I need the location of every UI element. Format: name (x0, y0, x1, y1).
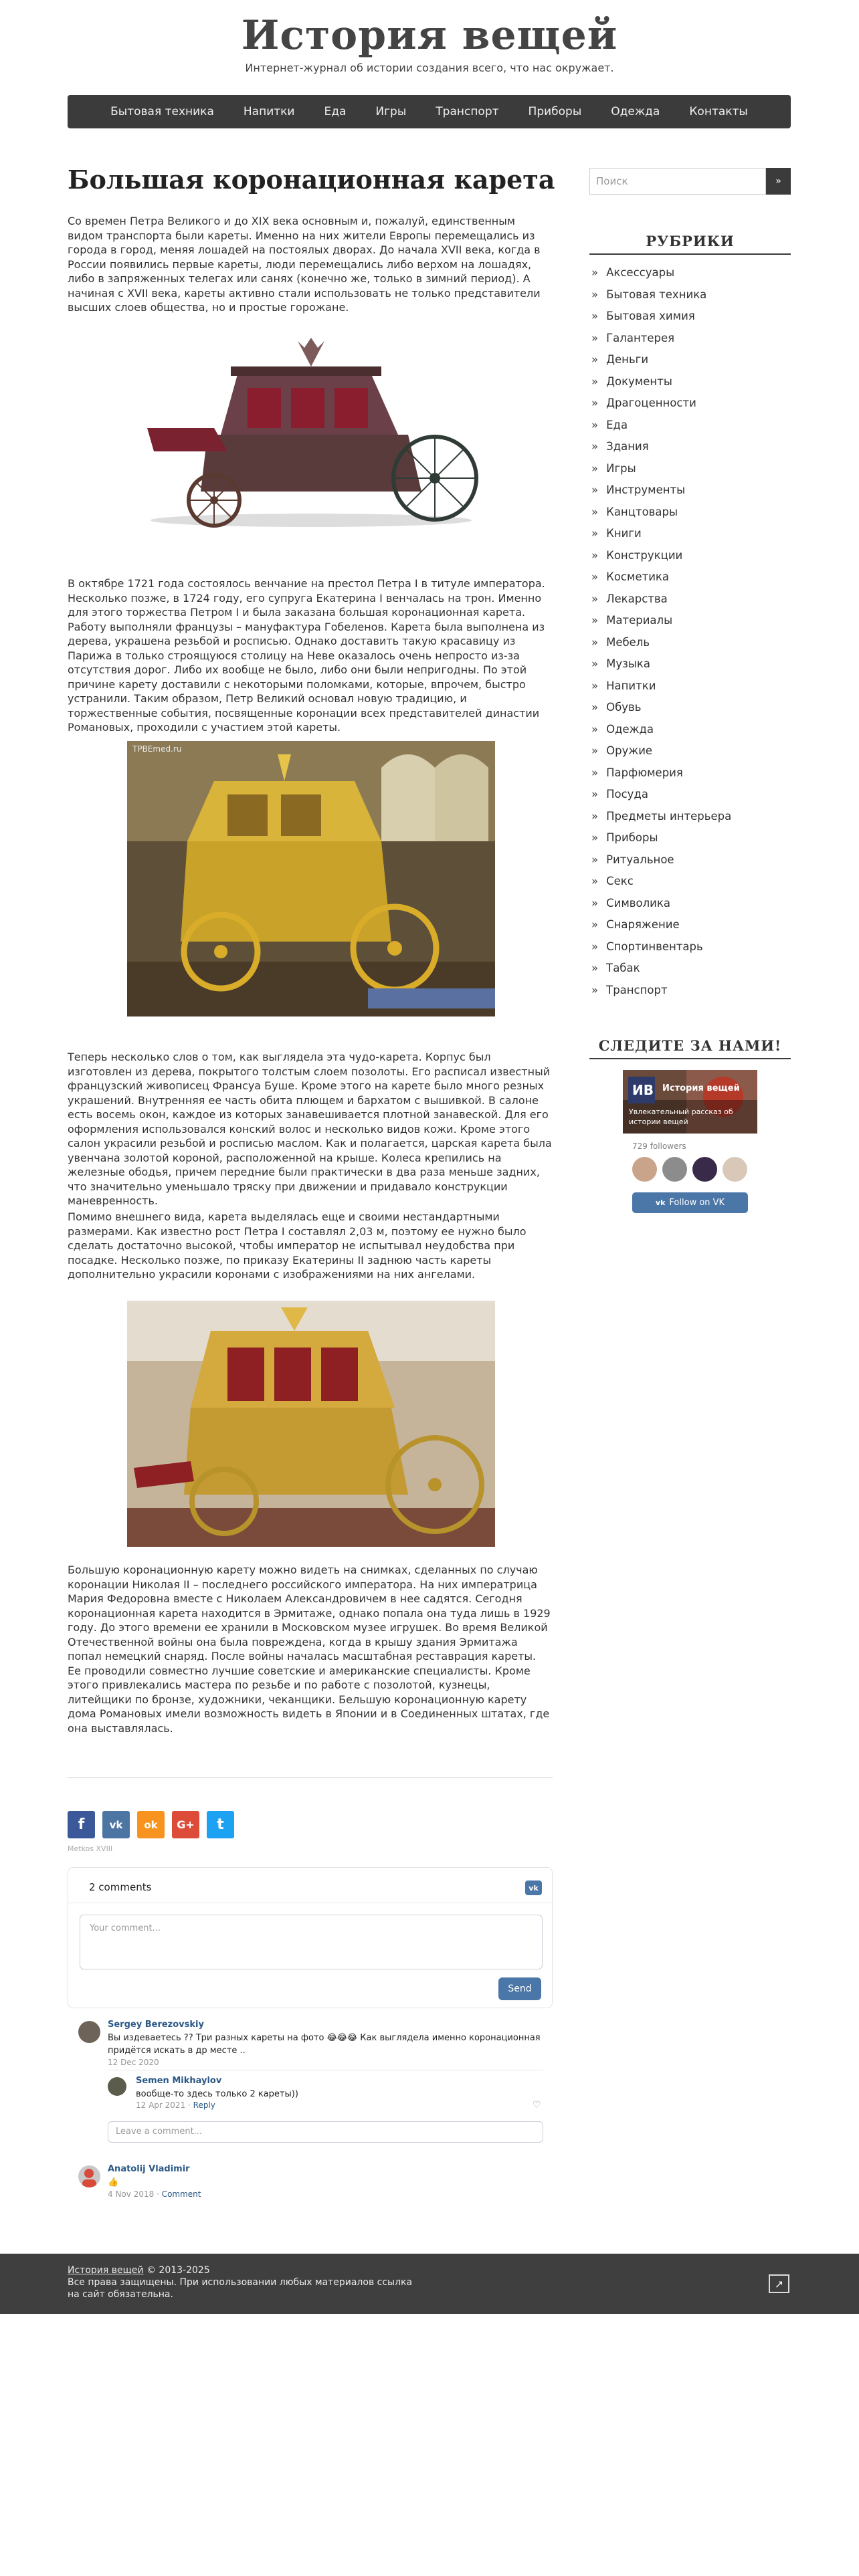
vk-icon: vk (655, 1198, 666, 1207)
category-item[interactable]: » Инструменты (591, 484, 731, 506)
share-buttons (68, 1811, 234, 1838)
nav-item-food[interactable]: Еда (324, 105, 347, 118)
comment-meta: 4 Nov 2018 · Comment (108, 2189, 201, 2199)
comment-meta: 12 Apr 2021 · Reply (136, 2101, 215, 2110)
article-paragraph-3: Теперь несколько слов о том, как выглядела эта чудо-карета. Корпус был изготовлен из дерева, покрытого толстым слоем позолоты. Его расписал известный французский живописец Франсуа Буше. Кроме этого на карете было много резных украшений. Внутренняя ее часть обита плющем и бархатом с вышивкой. В салоне есть восемь окон, каждое из которых занавешивается плотной занавеской. Для его оформления использовался конский волос и несколько видов кожи. Кроме этого салон украсили резьбой и росписью маслом. Как и полагается, царская карета была увенчана золотой короной, расположенной на крыше. Колеса крепились на железные ободья, причем передние были практически в два раза меньше задних, что значительно уменьшало тряску при движении и придавало конструкции маневренность. (68, 1051, 552, 1207)
nav-item-games[interactable]: Игры (375, 105, 407, 118)
category-item[interactable]: » Мебель (591, 636, 731, 658)
site-title[interactable]: История вещей (241, 12, 618, 59)
send-comment-button[interactable]: Send (498, 1977, 541, 2000)
comment-link[interactable]: Comment (161, 2189, 201, 2199)
category-item[interactable]: » Книги (591, 527, 731, 549)
category-item[interactable]: » Приборы (591, 831, 731, 853)
rubrics-title: РУБРИКИ (646, 233, 735, 249)
nav-item-contacts[interactable]: Контакты (689, 105, 748, 118)
main-nav (68, 95, 791, 128)
comments-count: 2 comments (89, 1881, 152, 1893)
footer-copyright (68, 2264, 422, 2300)
avatar[interactable] (632, 1157, 657, 1182)
follow-title: СЛЕДИТЕ ЗА НАМИ! (598, 1037, 782, 1054)
category-item[interactable]: » Лекарства (591, 593, 731, 615)
category-item[interactable]: » Конструкции (591, 549, 731, 571)
article-paragraph-4: Помимо внешнего вида, карета выделялась еще и своими нестандартными размерами. Как известно рост Петра I составлял 2,03 м, поэтому ее нужно было сделать достаточно высокой, чтобы император не испытывал неудобства при посадке. Несколько позже, по приказу Екатерины II заднюю часть кареты дополнительно украсили коронами с изображениями на них ангелами. (68, 1210, 527, 1281)
comment-date: 12 Dec 2020 (108, 2058, 159, 2067)
post-tags[interactable]: Metkos XVIII (68, 1844, 113, 1853)
vk-group-name[interactable]: История вещей (662, 1083, 740, 1093)
nav-item-devices[interactable]: Приборы (528, 105, 582, 118)
search-button[interactable]: » (766, 168, 791, 195)
comment-date: 4 Nov 2018 (108, 2189, 155, 2199)
avatar[interactable] (108, 2077, 126, 2096)
reply-input[interactable]: Leave a comment... (108, 2121, 543, 2143)
category-item[interactable]: » Оружие (591, 744, 731, 766)
category-item[interactable]: » Предметы интерьера (591, 810, 731, 832)
footer-years: © 2013-2025 (143, 2265, 210, 2276)
share-odnoklassniki-button[interactable]: ok (137, 1811, 165, 1838)
follow-vk-button[interactable] (632, 1192, 748, 1213)
category-item[interactable]: » Бытовая техника (591, 288, 731, 310)
vk-group-subtitle: Увлекательный рассказ об истории вещей (629, 1107, 733, 1126)
category-item[interactable]: » Секс (591, 875, 731, 897)
category-item[interactable]: » Символика (591, 897, 731, 919)
carriage-photo-2 (127, 741, 495, 1016)
avatar[interactable] (662, 1157, 687, 1182)
category-item[interactable]: » Напитки (591, 679, 731, 702)
comment-date: 12 Apr 2021 (136, 2101, 186, 2110)
avatar[interactable] (78, 2165, 100, 2187)
vk-comments-widget (68, 1867, 553, 2008)
follow-vk-label: Follow on VK (669, 1198, 725, 1208)
rubrics-underline (589, 253, 791, 255)
category-item[interactable]: » Транспорт (591, 984, 731, 1006)
article-paragraph-1: Со времен Петра Великого и до XIX века основным и, пожалуй, единственным видом транспорта были кареты. Именно на них жители Европы перемещались из города в город, меняя лошадей на постоялых дворах. До начала XVII века, когда в России появились первые кареты, люди перемещались либо верхом на лошадях, либо в запряженных телегах или санях (конечно же, только в зимний период). А начиная с XVII века, кареты активно стали использовать не только представители высших слоев общества, но и простые горожане. (68, 215, 541, 314)
article-title: Большая коронационная карета (68, 165, 555, 195)
avatar[interactable] (723, 1157, 747, 1182)
search-input[interactable]: Поиск (589, 168, 766, 195)
category-item[interactable]: » Драгоценности (591, 397, 731, 419)
article-paragraph-5: Большую коронационную карету можно видеть на снимках, сделанных по случаю коронации Николая II – последнего российского императора. На них императрица Мария Федоровна вместе с Николаем Александровичем в нее садятся. Сегодня коронационная карета находится в Эрмитаже, однако попала она туда лишь в 1929 году. До этого времени ее хранили в Московском музее игрушек. Во время Великой Отечественной войны она была повреждена, когда в крышу здания Эрмитажа попал немецкий снаряд. После войны началась масштабная реставрация кареты. Ее проводили совместно лучшие советские и американские специалисты. Кроме этого привлекались мастера по резьбе и по работе с позолотой, кузнецы, литейщики по бронзе, художники, чеканщики. Бельшую коронационную карету дома Романовых имели возможность видеть в Японии и в Соединенных штатах, где она выставлялась. (68, 1564, 551, 1735)
category-item[interactable]: » Одежда (591, 723, 731, 745)
category-item[interactable]: » Аксессуары (591, 266, 731, 288)
comment-input[interactable]: Your comment... (80, 1915, 543, 1969)
nav-item-drinks[interactable]: Напитки (243, 105, 295, 118)
comment-author[interactable]: Sergey Berezovskiy (108, 2020, 204, 2030)
category-item[interactable]: » Спортинвентарь (591, 940, 731, 962)
share-googleplus-button[interactable]: G+ (172, 1811, 199, 1838)
article-paragraph-2: В октябре 1721 года состоялось венчание на престол Петра I в титуле императора. Несколько позже, в 1724 году, его супруга Екатерина I венчалась на трон. Именно для этого торжества Петром I и была заказана большая коронационная карета. Работу выполняли французы – мануфактура Гобеленов. Карета была выполнена из дерева, украшена резьбой и росписью. Однако доставить такую красавицу из Парижа в только строящуюся столицу на Неве оказалось очень непросто из-за отсутствия дорог. Либо их вообще не было, либо они были непригодны. По этой причине карету доставили с некоторыми поломками, которые, впрочем, быстро устранили. Таким образом, Петр Великий основал новую традицию, и торжественные события, посвященные коронации всех представителей династии Романовых, проходили с участием этой кареты. (68, 577, 545, 734)
category-item[interactable]: » Деньги (591, 353, 731, 375)
nav-item-clothes[interactable]: Одежда (611, 105, 660, 118)
carriage-photo-1 (127, 334, 495, 535)
like-heart-icon[interactable]: ♡ (533, 2100, 541, 2111)
category-item[interactable]: » Косметика (591, 570, 731, 593)
follow-underline (589, 1058, 791, 1059)
category-item[interactable]: » Бытовая химия (591, 310, 731, 332)
comment-author[interactable]: Anatolij Vladimir (108, 2164, 190, 2174)
nav-item-transport[interactable]: Транспорт (436, 105, 499, 118)
site-description: Интернет-журнал об истории создания всего, что нас окружает. (245, 62, 614, 74)
carriage-photo-3 (127, 1301, 495, 1547)
scroll-up-icon[interactable]: ↗ (769, 2274, 789, 2293)
category-item[interactable]: » Табак (591, 962, 731, 984)
category-list (591, 266, 731, 1005)
category-item[interactable]: » Документы (591, 375, 731, 397)
category-item[interactable]: » Посуда (591, 788, 731, 810)
category-item[interactable]: » Обувь (591, 701, 731, 723)
photo-watermark: TPBEmed.ru (132, 744, 182, 754)
category-item[interactable]: » Снаряжение (591, 918, 731, 940)
vk-logo-icon[interactable]: vk (525, 1881, 542, 1895)
share-twitter-button[interactable]: t (207, 1811, 234, 1838)
category-item[interactable]: » Материалы (591, 614, 731, 636)
reply-link[interactable]: Reply (193, 2101, 215, 2110)
category-item[interactable]: » Здания (591, 440, 731, 462)
comment-text: вообще-то здесь только 2 кареты)) (136, 2089, 298, 2099)
category-item[interactable]: » Парфюмерия (591, 766, 731, 788)
category-item[interactable]: » Ритуальное (591, 853, 731, 875)
vk-group-widget (621, 1070, 759, 1220)
avatar[interactable] (78, 2021, 100, 2043)
footer-rights: Все права защищены. При использовании любых материалов ссылка на сайт обязательна. (68, 2277, 413, 2300)
vk-followers-count: 729 followers (632, 1142, 686, 1151)
footer (0, 2254, 859, 2314)
nav-item-household-appliances[interactable]: Бытовая техника (110, 105, 214, 118)
share-facebook-button[interactable]: f (68, 1811, 95, 1838)
category-item[interactable]: » Канцтовары (591, 506, 731, 528)
comment-author[interactable]: Semen Mikhaylov (136, 2076, 222, 2086)
share-vk-button[interactable]: vk (102, 1811, 130, 1838)
comment-text: 👍 (108, 2177, 119, 2187)
category-item[interactable]: » Игры (591, 462, 731, 484)
comment-text: Вы издеваетесь ?? Три разных кареты на фото 😂😂😂 Как выглядела именно коронационная придётся искать в др месте .. (108, 2033, 541, 2056)
footer-site-link[interactable]: История вещей (68, 2265, 144, 2276)
category-item[interactable]: » Еда (591, 419, 731, 441)
category-item[interactable]: » Галантерея (591, 332, 731, 354)
avatar[interactable] (692, 1157, 717, 1182)
svg-text:ИВ: ИВ (632, 1082, 654, 1098)
category-item[interactable]: » Музыка (591, 657, 731, 679)
